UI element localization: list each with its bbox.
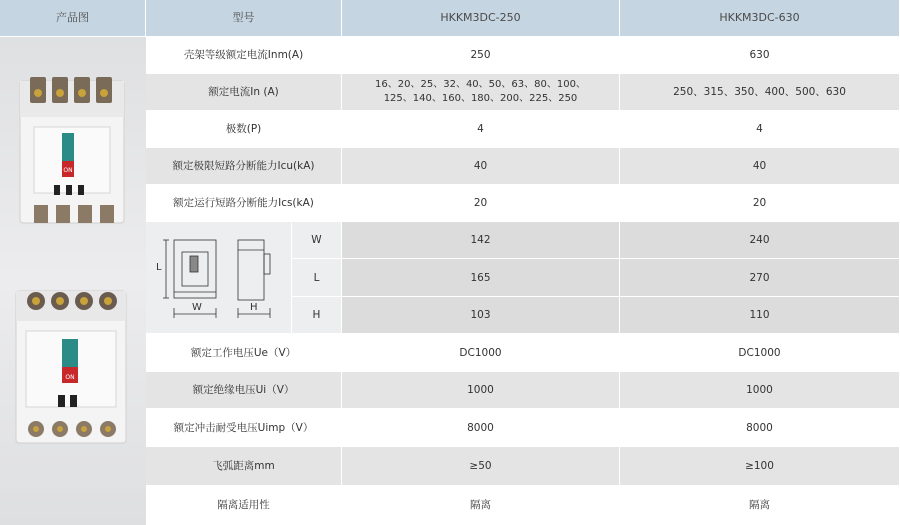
row-label: 额定工作电压Ue（V） [146, 334, 342, 372]
row-value-a: 20 [342, 185, 620, 222]
breaker-630-image [12, 283, 130, 447]
dim-row-value-a: 142 [342, 222, 620, 259]
dim-label-l: L [156, 262, 162, 273]
dim-row-value-b: 110 [620, 297, 900, 334]
header-image-col: 产品图 [0, 0, 146, 37]
row-label: 隔离适用性 [146, 486, 342, 525]
header-model-col: 型号 [146, 0, 342, 37]
row-label: 额定冲击耐受电压Uimp（V） [146, 409, 342, 447]
row-value-a: 1000 [342, 372, 620, 409]
row-label: 额定绝缘电压Ui（V） [146, 372, 342, 409]
dimension-drawing [146, 222, 292, 334]
row-value-b: 隔离 [620, 486, 900, 525]
row-value-a: 隔离 [342, 486, 620, 525]
row-label: 壳架等级额定电流Inm(A) [146, 37, 342, 74]
row-value-b: 630 [620, 37, 900, 74]
row-value-b: 40 [620, 148, 900, 185]
row-value-b: ≥100 [620, 447, 900, 486]
dim-label-w: W [192, 302, 202, 313]
switch-on-label: ON [63, 167, 73, 174]
product-image-column [0, 37, 147, 525]
dim-row-value-b: 270 [620, 259, 900, 297]
row-value-b: 8000 [620, 409, 900, 447]
dim-row-value-b: 240 [620, 222, 900, 259]
row-value-a: 8000 [342, 409, 620, 447]
switch-on-label-2: ON [65, 374, 75, 381]
row-value-b: 250、315、350、400、500、630 [620, 74, 900, 111]
header-model-a: HKKM3DC-250 [342, 0, 620, 37]
dim-label-h: H [250, 302, 258, 313]
row-label: 极数(P) [146, 111, 342, 148]
row-value-b: 20 [620, 185, 900, 222]
row-label: 额定运行短路分断能力Ics(kA) [146, 185, 342, 222]
row-value-b: 4 [620, 111, 900, 148]
breaker-250-image [16, 75, 128, 229]
dim-row-value-a: 103 [342, 297, 620, 334]
row-value-b: DC1000 [620, 334, 900, 372]
row-value-a: 16、20、25、32、40、50、63、80、100、 125、140、160、180、200、225、250 [342, 74, 620, 111]
row-value-a: 40 [342, 148, 620, 185]
row-value-a: 4 [342, 111, 620, 148]
row-value-a: DC1000 [342, 334, 620, 372]
row-label: 额定极限短路分断能力Icu(kA) [146, 148, 342, 185]
header-model-b: HKKM3DC-630 [620, 0, 900, 37]
dim-row-label: W [292, 222, 342, 259]
row-value-a: ≥50 [342, 447, 620, 486]
dim-row-value-a: 165 [342, 259, 620, 297]
dim-row-label: H [292, 297, 342, 334]
row-label: 额定电流In (A) [146, 74, 342, 111]
row-value-b: 1000 [620, 372, 900, 409]
row-value-a: 250 [342, 37, 620, 74]
row-label: 飞弧距离mm [146, 447, 342, 486]
dimension-diagram-icon [146, 222, 292, 334]
dim-row-label: L [292, 259, 342, 297]
